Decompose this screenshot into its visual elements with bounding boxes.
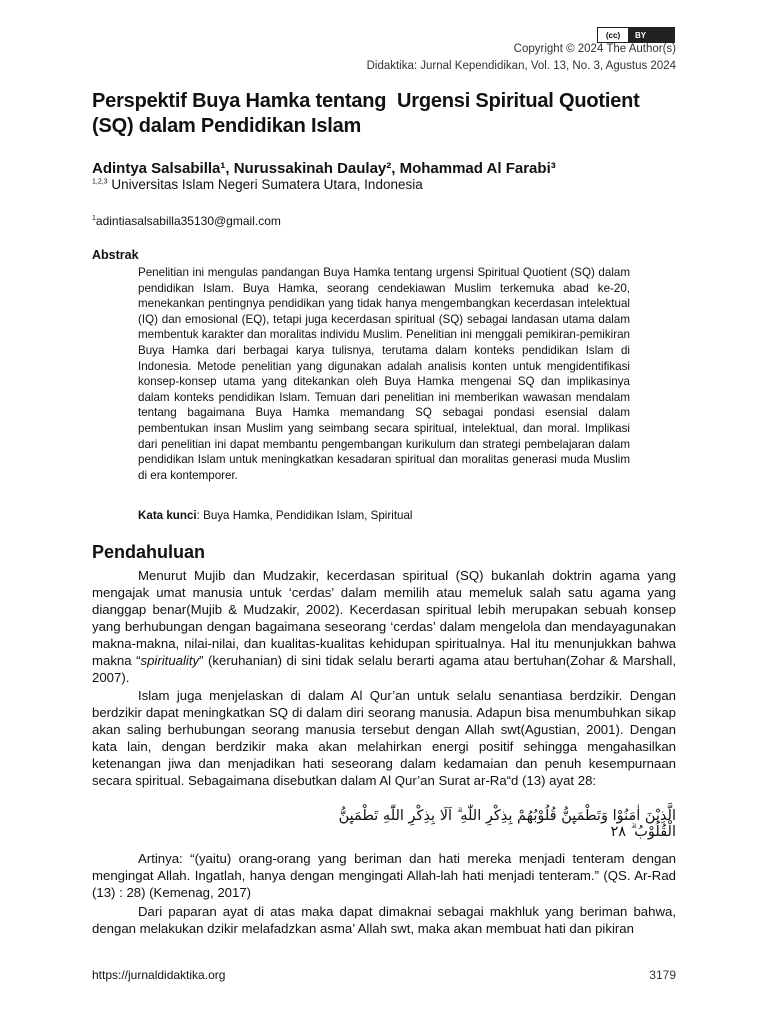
affiliation-text: Universitas Islam Negeri Sumatera Utara, Indonesia [111,177,423,192]
paragraph-4: Dari paparan ayat di atas maka dapat dimaknai sebagai makhluk yang beriman bahwa, dengan melakukan dzikir melafadzkan asma’ Allah swt, maka akan membuat hati dan pikiran [92,904,676,936]
copyright-notice: Copyright © 2024 The Author(s) [513,43,676,55]
affiliation-superscript: 1,2,3 [92,178,108,186]
journal-citation: Didaktika: Jurnal Kependidikan, Vol. 13, No. 3, Agustus 2024 [366,60,676,72]
author-list: Adintya Salsabilla¹, Nurussakinah Daulay², Mohammad Al Farabi³ [92,160,556,177]
affiliation [92,177,423,192]
keywords [138,509,413,522]
by-label: BY [629,28,674,42]
title-line-2: (SQ) dalam Pendidikan Islam [92,115,362,137]
paragraph-1-italic: spirituality [140,653,200,668]
journal-url-link[interactable]: https://jurnaldidaktika.org [92,968,226,982]
abstract-heading: Abstrak [92,248,139,262]
keywords-values: : Buya Hamka, Pendidikan Islam, Spiritual [196,509,413,522]
email-link[interactable]: adintiasalsabilla35130@gmail.com [95,214,281,228]
article-title [92,89,692,139]
paragraph-1 [92,567,676,686]
paragraph-translation: Artinya: “(yaitu) orang-orang yang beriman dan hati mereka menjadi tenteram dengan mengingat Allah. Ingatlah, hanya dengan mengingati Allah-lah hati menjadi tenteram.” (QS. Ar-Rad (13) : 28) (Kemenag, 2017) [92,851,676,900]
section-heading-pendahuluan: Pendahuluan [92,542,206,562]
paragraph-1-part-a: Menurut Mujib dan Mudzakir, kecerdasan spiritual (SQ) bukanlah doktrin agama yang mengajak umat manusia untuk ‘cerdas’ dalam memilih atau memeluk salah satu agama yang dianggap benar(Mujib & Mudzakir, 2002). Kecerdasan spiritual lebih merupakan sebuah konsep yang berhubungan dengan bagaimana seseorang ‘cerdas’ dalam mengelola dan mendayagunakan makna-makna, nilai-nilai, dan kualitas-kualitas kehidupan spiritualnya. Hal itu menunjukkan bahwa makna “ [92,568,676,668]
quran-verse-arabic: الَّذِيْنَ اٰمَنُوْا وَتَطْمَىِٕنُّ قُلُوْبُهُمْ بِذِكْرِ اللّٰهِ ۗ اَلَا بِذِكْرِ اللّٰهِ تَطْمَىِٕنُّ الْقُلُوْبُ ۗ ٢٨ [338,808,676,840]
cc-by-license-badge [597,27,675,43]
title-line-1: Perspektif Buya Hamka tentang Urgensi Spiritual Quotient [92,90,640,112]
paragraph-1-part-b: ” (keruhanian) di sini tidak selalu berarti agama atau bertuhan(Zohar & Marshall, 2007). [92,653,676,685]
paragraph-2: Islam juga menjelaskan di dalam Al Qur’an untuk selalu senantiasa berdzikir. Dengan berdzikir dapat meningkatkan SQ di dalam diri seorang manusia. Adapun bisa menumbuhkan sikap akan saling berhubungan seorang manusia tersebut dengan Allah swt(Agustian, 2001). Dengan kata lain, dengan berdzikir maka akan melahirkan energi positif sehingga mengahasilkan ketenangan jiwa dan menjadikan hati seseorang dalam kedamaian dan penuh kesempurnaan secara spiritual. Sebagaimana disebutkan dalam Al Qur’an Surat ar-Ra“d (13) ayat 28: [92,688,676,788]
cc-icon: (cc) [598,28,629,42]
corresponding-email [92,214,281,228]
page-number: 3179 [649,968,676,982]
keywords-label: Kata kunci [138,509,197,522]
abstract-text: Penelitian ini mengulas pandangan Buya Hamka tentang urgensi Spiritual Quotient (SQ) dalam pendidikan Islam. Buya Hamka, seorang cendekiawan Muslim terkemuka abad ke-20, menekankan pentingnya pendidikan yang tidak hanya mengembangkan kecerdasan intelektual (IQ) dan emosional (EQ), tetapi juga kecerdasan spiritual (SQ) sebagai landasan utama dalam membentuk karakter dan moralitas individu Muslim. Penelitian ini menggali pemikiran-pemikiran Buya Hamka dari berbagai karya tulisnya, terutama dalam konteks pendidikan Islam di Indonesia. Metode penelitian yang digunakan adalah analisis konten untuk mengidentifikasi konsep-konsep utama yang ditekankan oleh Buya Hamka mengenai SQ dan implikasinya dalam konteks pendidikan Islam. Temuan dari penelitian ini memberikan wawasan mendalam tentang bagaimana Buya Hamka memandang SQ sebagai pondasi esensial dalam pembentukan insan Muslim yang seimbang secara spiritual, intelektual, dan moral. Implikasi dari penelitian ini dapat membantu pengembangan kurikulum dan strategi pembelajaran dalam pendidikan Islam untuk meningkatkan kesadaran spiritual dan moralitas generasi muda Muslim di era kontemporer. [138,266,630,482]
email-superscript: 1 [92,215,96,222]
